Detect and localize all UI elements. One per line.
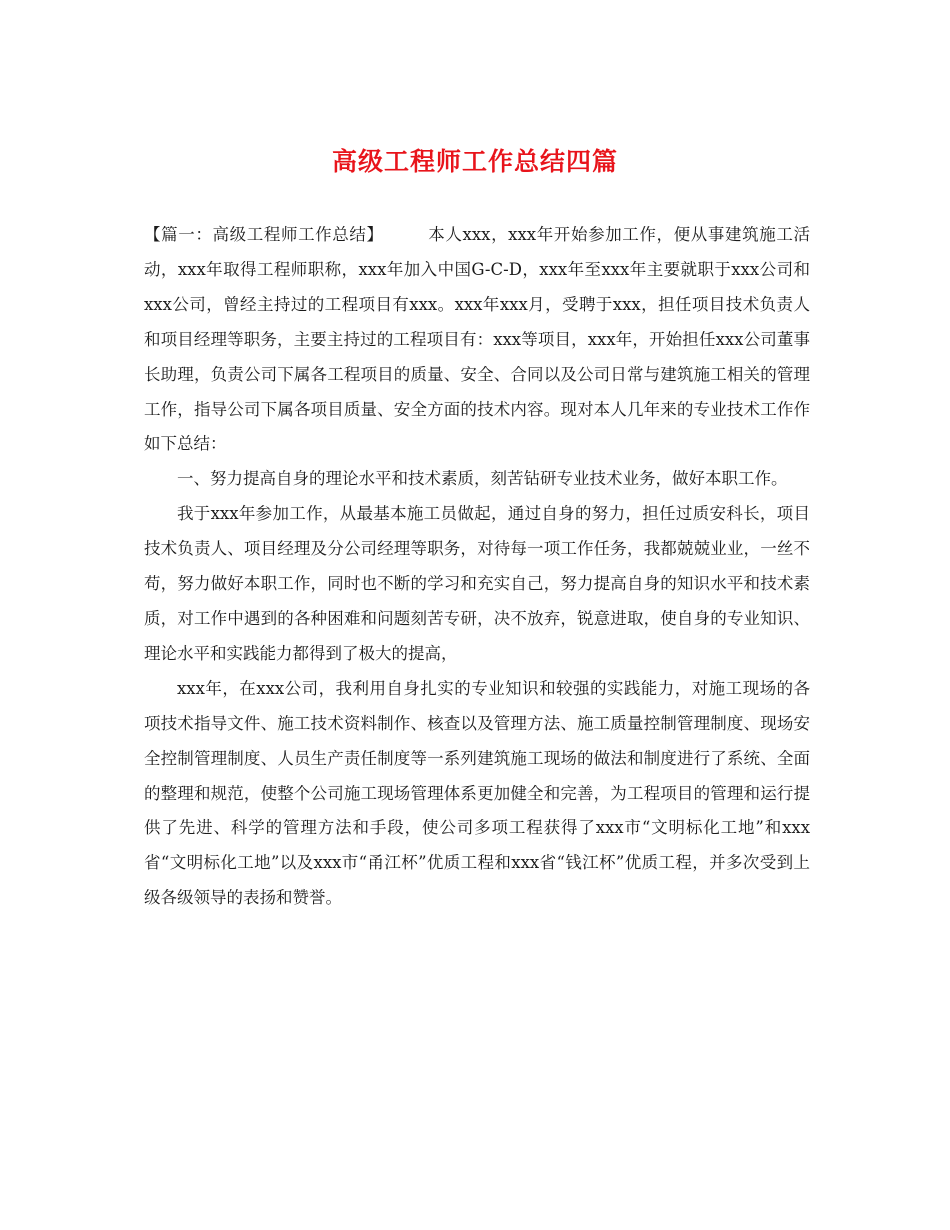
paragraph-point-one: 一、努力提高自身的理论水平和技术素质，刻苦钻研专业技术业务，做好本职工作。 (177, 469, 788, 489)
paragraph-achievements: xxx年，在xxx公司，我利用自身扎实的专业知识和较强的实践能力，对施工现场的各项技术指导文件、施工技术资料制作、核查以及管理方法、施工质量控制管理制度、现场安全控制管理制度、人员生产责任制度等一系列建筑施工现场的做法和制度进行了系统、全面的整理和规范，使整个公司施工现场管理体系更加健全和完善，为工程项目的管理和运行提供了先进、科学的管理方法和手段，使公司多项工程获得了xxx市“文明标化工地”和xxx省“文明标化工地”以及xxx市“甬江杯”优质工程和xxx省“钱江杯”优质工程，并多次受到上级各级领导的表扬和赞誉。 (144, 678, 810, 908)
document-title: 高级工程师工作总结四篇 (331, 147, 618, 176)
document-body (144, 218, 810, 916)
section-heading: 【篇一：高级工程师工作总结】 (144, 225, 384, 244)
paragraph-experience: 我于xxx年参加工作，从最基本施工员做起，通过自身的努力，担任过质安科长，项目技术负责人、项目经理及分公司经理等职务，对待每一项工作任务，我都兢兢业业，一丝不苟，努力做好本职工作，同时也不断的学习和充实自己，努力提高自身的知识水平和技术素质，对工作中遇到的各种困难和问题刻苦专研，决不放弃，锐意进取，使自身的专业知识、理论水平和实践能力都得到了极大的提高， (144, 504, 810, 663)
paragraph-text: 本人xxx，xxx年开始参加工作，便从事建筑施工活动，xxx年取得工程师职称，xxx年加入中国G-C-D，xxx年至xxx年主要就职于xxx公司和xxx公司，曾经主持过的工程项目有xxx。xxx年xxx月，受聘于xxx，担任项目技术负责人和项目经理等职务，主要主持过的工程项目有：xxx等项目，xxx年，开始担任xxx公司董事长助理，负责公司下属各工程项目的质量、安全、合同以及公司日常与建筑施工相关的管理工作，指导公司下属各项目质量、安全方面的技术内容。现对本人几年来的专业技术工作作如下总结： (144, 225, 810, 454)
paragraph-intro (144, 218, 810, 462)
